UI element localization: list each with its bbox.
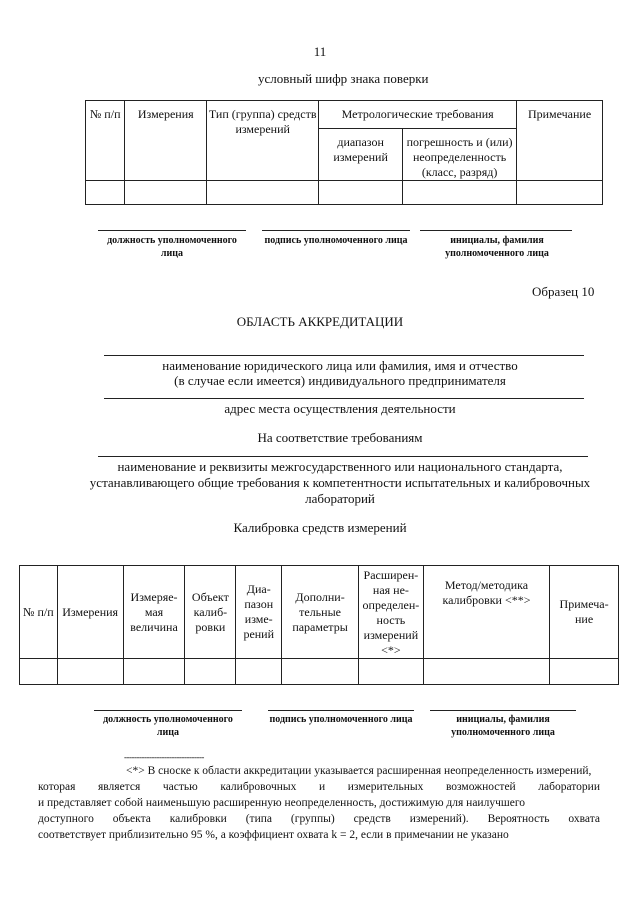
signature-line (94, 710, 242, 711)
t1-header-measure: Измерения (125, 101, 207, 181)
signature-line (262, 230, 410, 231)
t2-header-object: Объект калиб- ровки (185, 566, 236, 659)
footnote-separator: -------------------------------- (124, 752, 204, 762)
page-title: ОБЛАСТЬ АККРЕДИТАЦИИ (236, 314, 404, 329)
cipher-caption: условный шифр знака поверки (258, 71, 429, 86)
page-number: 11 (313, 44, 327, 59)
t2-header-quantity: Измеряе- мая величина (123, 566, 185, 659)
table-row (86, 181, 603, 205)
signature-line (420, 230, 572, 231)
t1-header-type: Тип (группа) средств измерений (207, 101, 319, 181)
fill-line (104, 398, 584, 399)
standard-line1: наименование и реквизиты межгосударственного или национального стандарта, (117, 459, 563, 474)
signature-line (268, 710, 414, 711)
position-caption: должность уполномоченного лица (103, 714, 233, 738)
t1-header-note: Примечание (517, 101, 603, 181)
initials-caption: инициалы, фамилия уполномоченного лица (445, 235, 549, 259)
t2-header-note: Примеча- ние (550, 566, 619, 659)
footnote-line5: соответствует приблизительно 95 %, а коэффициент охвата k = 2, если в примечании не указано (38, 829, 509, 841)
t2-header-params: Дополни- тельные параметры (282, 566, 359, 659)
signature-line (98, 230, 246, 231)
position-caption: должность уполномоченного лица (107, 235, 237, 259)
t1-header-range: диапазон измерений (319, 129, 403, 181)
sample-label: Образец 10 (532, 284, 595, 299)
t2-header-num: № п/п (20, 566, 58, 659)
footnote-line2: которая является частью калибровочных и измерительных возможностей лаборатории (38, 781, 600, 793)
footnote-line3: и представляет собой наименьшую расширенную неопределенность, достижимую для наилучшего (38, 797, 525, 809)
initials-caption: инициалы, фамилия уполномоченного лица (451, 714, 555, 738)
t1-header-error: погрешность и (или) неопределенность (класс, разряд) (403, 129, 517, 181)
legal-entity-line1: наименование юридического лица или фамилия, имя и отчество (162, 358, 518, 373)
signature-caption: подпись уполномоченного лица (264, 235, 408, 246)
fill-line (98, 456, 588, 457)
address-caption: адрес места осуществления деятельности (224, 401, 456, 416)
standard-line3: лабораторий (305, 491, 375, 506)
t2-header-method: Метод/методика калибровки <**> (423, 566, 549, 659)
fill-line (104, 355, 584, 356)
signature-line (430, 710, 576, 711)
t2-header-measure: Измерения (57, 566, 123, 659)
verification-table (85, 100, 603, 205)
t1-header-num: № п/п (86, 101, 125, 181)
calibration-title: Калибровка средств измерений (233, 520, 407, 535)
t2-header-uncertainty: Расширен- ная не- определен- ность измерений <*> (358, 566, 423, 659)
legal-entity-line2: (в случае если имеется) индивидуального предпринимателя (174, 373, 506, 388)
t1-header-metro: Метрологические требования (319, 101, 517, 129)
t2-header-range: Диа- пазон изме- рений (236, 566, 282, 659)
footnote-line1: <*> В сноске к области аккредитации указывается расширенная неопределенность измерений, (126, 765, 592, 777)
table-row (20, 659, 619, 685)
standard-line2: устанавливающего общие требования к компетентности испытательных и калибровочных (89, 475, 591, 490)
calibration-table (19, 565, 619, 685)
footnote-line4: доступного объекта калибровки (типа (группы) средств измерений). Вероятность охвата (38, 813, 600, 825)
compliance-caption: На соответствие требованиям (257, 430, 423, 445)
signature-caption: подпись уполномоченного лица (269, 714, 413, 725)
